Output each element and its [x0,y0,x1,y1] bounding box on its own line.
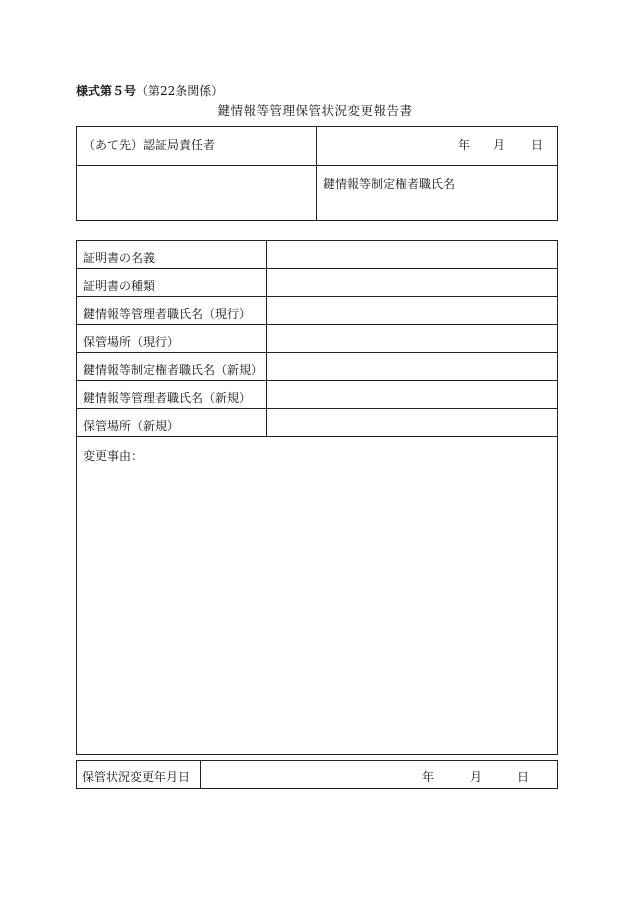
field-value[interactable] [267,325,558,353]
addressee-label: （あて先）認証局責任者 [83,138,216,152]
field-label: 証明書の名義 [77,241,267,269]
field-row [77,297,558,325]
field-row [77,241,558,269]
field-value[interactable] [267,269,558,297]
form-relation: （第22条関係） [136,84,224,98]
field-label: 保管場所（新規） [77,409,267,437]
signer-label: 鍵情報等制定権者職氏名 [323,177,456,191]
field-row [77,409,558,437]
field-label: 証明書の種類 [77,269,267,297]
change-date-label: 保管状況変更年月日 [77,761,201,789]
reason-cell[interactable] [77,437,558,755]
field-label: 鍵情報等制定権者職氏名（新規） [77,353,267,381]
report-date-cell[interactable] [317,127,558,166]
reason-label: 変更事由： [83,449,144,463]
form-number [76,82,223,99]
report-date-day: 日 [531,138,544,152]
change-date-day: 日 [517,770,530,784]
field-row [77,325,558,353]
field-label: 鍵情報等管理者職氏名（現行） [77,297,267,325]
field-row [77,353,558,381]
field-value[interactable] [267,241,558,269]
change-date-cell[interactable] [201,761,558,789]
addressee-cell [77,127,317,166]
report-date-year: 年 [458,138,471,152]
change-date-month: 月 [470,770,483,784]
footer-table [76,760,558,789]
change-date-year: 年 [422,770,435,784]
field-value[interactable] [267,409,558,437]
field-label: 鍵情報等管理者職氏名（新規） [77,381,267,409]
field-label: 保管場所（現行） [77,325,267,353]
field-value[interactable] [267,381,558,409]
form-number-label: 様式第５号 [76,84,137,98]
report-date-month: 月 [493,138,506,152]
header-table [76,126,558,221]
info-table [76,240,558,755]
signer-cell[interactable] [317,166,558,221]
field-value[interactable] [267,353,558,381]
field-row [77,381,558,409]
addressee-blank-cell [77,166,317,221]
field-value[interactable] [267,297,558,325]
document-title: 鍵情報等管理保管状況変更報告書 [217,103,413,118]
field-row [77,269,558,297]
